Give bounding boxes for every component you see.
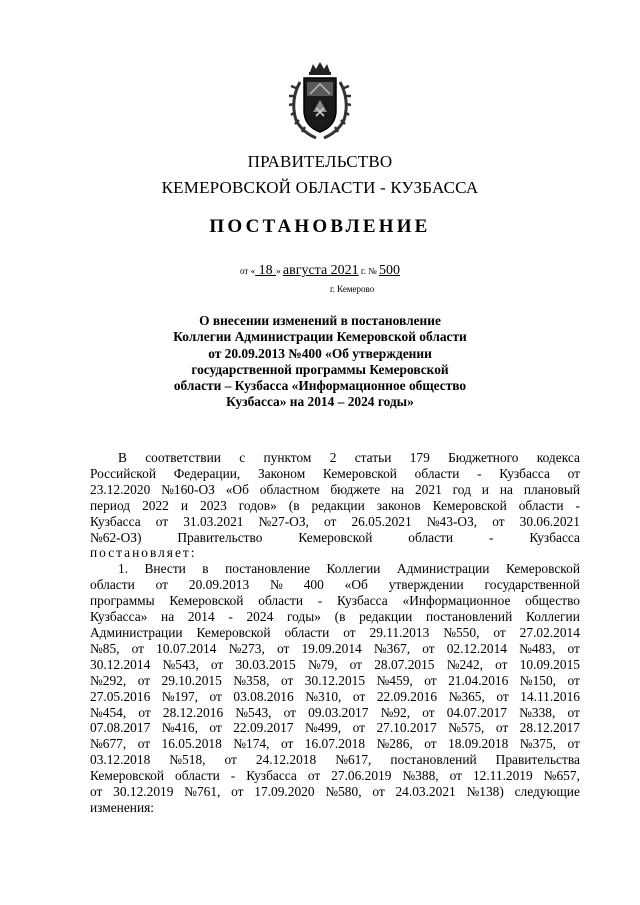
word: редакции	[311, 497, 365, 513]
word: №657,	[543, 768, 580, 784]
word: от	[209, 688, 222, 704]
word: №273,	[228, 640, 265, 656]
word: №286,	[376, 736, 413, 752]
date-year-suffix: г.	[358, 266, 366, 276]
body-line	[90, 561, 580, 577]
word: №388,	[402, 768, 439, 784]
body-line	[90, 482, 580, 498]
word: 21.04.2016	[448, 672, 509, 688]
word: от	[323, 513, 337, 529]
word: 2	[329, 450, 337, 465]
word: 2023	[200, 497, 227, 513]
city-name: г. Кемерово	[330, 284, 375, 294]
word: Законом	[257, 465, 306, 481]
body-line	[90, 673, 580, 689]
date-prefix: от «	[240, 266, 256, 276]
word: статьи	[354, 450, 392, 465]
body-line	[90, 625, 580, 641]
word: №459,	[376, 672, 413, 688]
word: от	[352, 688, 366, 704]
word: от	[352, 720, 365, 736]
word: Правительства	[495, 752, 580, 768]
word: №310,	[305, 688, 342, 704]
word: от	[567, 672, 580, 688]
word: от	[155, 513, 169, 529]
word: Правительство	[177, 529, 263, 545]
word: от	[424, 736, 437, 752]
body-line	[90, 752, 580, 768]
word: №92,	[380, 704, 411, 720]
word: на	[390, 481, 405, 497]
word: №543,	[235, 704, 272, 720]
word: от	[280, 672, 294, 688]
government-title-line2: КЕМЕРОВСКОЙ ОБЛАСТИ - КУЗБАССА	[161, 178, 479, 197]
word: и	[481, 481, 489, 497]
word: бюджете	[330, 481, 381, 497]
government-title-line1: ПРАВИТЕЛЬСТВО	[247, 152, 393, 171]
word: 28.07.2015	[374, 656, 435, 672]
word: от	[224, 752, 237, 768]
word: №365,	[448, 688, 485, 704]
word: области	[284, 624, 330, 640]
word: №375,	[519, 736, 557, 752]
document-subject	[140, 313, 500, 411]
word: от	[449, 768, 462, 784]
word: 20.09.2013	[188, 577, 250, 593]
word: -	[317, 593, 323, 609]
word: Кемеровской	[169, 593, 244, 609]
word: 27.10.2017	[376, 720, 437, 736]
word: 30.12.2015	[304, 672, 366, 688]
word: от	[567, 640, 580, 656]
body-line	[90, 689, 580, 705]
word: (в	[334, 609, 346, 625]
subject-line: О внесении изменений в постановление	[199, 313, 441, 328]
word: 23.12.2020	[90, 481, 151, 497]
word: Кемеровской	[322, 465, 397, 481]
word: от	[307, 768, 321, 784]
word: «Об	[344, 577, 368, 593]
preamble-ending: постановляет:	[90, 545, 197, 561]
word: на	[499, 481, 513, 497]
word: Администрации	[396, 561, 490, 577]
word: годы»	[286, 609, 321, 625]
word: 27.05.2016	[90, 688, 151, 704]
subject-line: Кузбасса» на 2014 – 2024 годы»	[226, 394, 414, 410]
word: период	[90, 497, 131, 513]
word: -	[477, 465, 482, 481]
word: Российской	[90, 465, 156, 481]
word: Кемеровской	[90, 768, 165, 784]
word: №160-ОЗ	[161, 481, 215, 497]
body-line	[90, 800, 580, 816]
body-line	[90, 768, 580, 784]
body-line	[90, 657, 580, 673]
word: №292,	[90, 672, 127, 688]
body-line	[90, 720, 580, 736]
word: 30.06.2021	[519, 513, 580, 529]
word: №617,	[335, 752, 372, 768]
word: 29.11.2013	[369, 624, 430, 640]
word: №367,	[373, 640, 411, 656]
body-line	[90, 784, 580, 800]
word: пунктом	[263, 450, 312, 465]
word: №575,	[448, 720, 485, 736]
word: соответствии	[145, 450, 221, 465]
word: постановлений	[426, 609, 513, 625]
word: 30.12.2014	[90, 656, 151, 672]
word: 179	[409, 450, 430, 465]
body-line	[90, 530, 580, 546]
word: от	[424, 672, 437, 688]
date-day: 18	[255, 263, 277, 278]
body-line	[90, 545, 580, 561]
word: плановый	[523, 481, 580, 497]
word: от	[372, 784, 385, 800]
document-type-title: ПОСТАНОВЛЕНИЕ	[209, 216, 431, 237]
item-1-ending: изменения:	[90, 799, 155, 815]
word: на	[161, 609, 175, 625]
word: программы	[90, 593, 155, 609]
word: Кемеровской	[432, 497, 507, 513]
word: от	[138, 704, 151, 720]
word: -	[230, 768, 236, 784]
word: Кузбасса	[90, 513, 141, 529]
word: 04.07.2017	[446, 704, 507, 720]
word: в	[202, 561, 209, 577]
word: областном	[259, 481, 320, 497]
word: 2021	[414, 481, 442, 497]
word: области	[408, 529, 454, 545]
word: Кузбасса	[499, 465, 550, 481]
word: годов»	[238, 497, 277, 513]
subject-line: Коллегии Администрации Кемеровской области	[173, 329, 467, 345]
word: государственной	[484, 577, 580, 593]
date-number-line	[0, 263, 640, 279]
word: Кузбасса	[246, 768, 297, 784]
word: 17.09.2020	[254, 784, 315, 800]
word: №677,	[90, 736, 127, 752]
subject-line: от 20.09.2013 №400 «Об утверждении	[208, 345, 432, 361]
word: 09.03.2017	[308, 704, 369, 720]
word: общество	[525, 593, 580, 609]
word: год	[452, 481, 471, 497]
word: 24.03.2021	[395, 784, 456, 800]
word: постановлений	[390, 752, 477, 768]
word: Кузбасса	[337, 593, 388, 609]
word: №138)	[466, 784, 504, 800]
word: 400	[303, 577, 324, 593]
word: №518,	[169, 752, 206, 768]
word: Коллегии	[525, 609, 580, 625]
word: Администрации	[90, 624, 183, 640]
word: области	[175, 768, 220, 784]
word: 27.02.2014	[519, 624, 580, 640]
coat-of-arms-icon	[286, 60, 354, 142]
word: 02.12.2014	[446, 640, 507, 656]
body-line	[90, 736, 580, 752]
word: от	[90, 784, 103, 800]
word: утверждении	[388, 577, 464, 593]
word: 03.12.2018	[90, 752, 151, 768]
word: №	[270, 577, 283, 593]
word: №62-ОЗ)	[90, 529, 142, 545]
word: Коллегии	[326, 561, 381, 577]
word: 28.12.2017	[519, 720, 580, 736]
body-line	[90, 577, 580, 593]
word: 07.08.2017	[90, 720, 151, 736]
document-number: 500	[378, 263, 400, 278]
word: кодекса	[536, 450, 580, 465]
word: области	[258, 593, 304, 609]
date-separator: »	[276, 266, 283, 276]
word: 22.09.2017	[233, 720, 294, 736]
word: 30.03.2015	[235, 656, 296, 672]
word: Кемеровской	[196, 624, 271, 640]
word: 16.05.2018	[161, 736, 222, 752]
word: (в	[288, 497, 300, 513]
word: №338,	[519, 704, 556, 720]
word: №85,	[90, 640, 120, 656]
word: от	[210, 656, 224, 672]
word: №197,	[161, 688, 198, 704]
word: от	[155, 577, 169, 593]
word: 18.09.2018	[448, 736, 509, 752]
word: №416,	[161, 720, 198, 736]
word: №550,	[443, 624, 480, 640]
word: «Информационное	[402, 593, 511, 609]
word: области	[414, 465, 460, 481]
word: 27.06.2019	[331, 768, 392, 784]
word: «Об	[225, 481, 249, 497]
word: 24.12.2018	[255, 752, 317, 768]
word: 10.09.2015	[519, 656, 580, 672]
word: от	[209, 720, 222, 736]
word: области	[518, 497, 564, 513]
word: №79,	[307, 656, 338, 672]
word: В	[118, 450, 127, 465]
word: №483,	[519, 640, 556, 656]
word: от	[422, 640, 435, 656]
body-line	[90, 705, 580, 721]
word: №27-ОЗ,	[258, 513, 309, 529]
word: 30.12.2019	[113, 784, 174, 800]
body-line	[90, 514, 580, 530]
word: 14.11.2016	[520, 688, 580, 704]
paragraph-preamble	[90, 450, 580, 545]
word: 12.11.2019	[472, 768, 533, 784]
word: №43-ОЗ,	[426, 513, 478, 529]
word: 2024	[246, 609, 274, 625]
word: Кузбасса	[529, 529, 580, 545]
word: следующие	[514, 784, 580, 800]
paragraph-item-1	[90, 561, 580, 800]
subject-line: государственной программы Кемеровской	[191, 361, 449, 377]
word: 2022	[142, 497, 169, 513]
word: от	[493, 624, 506, 640]
body-line	[90, 466, 580, 482]
word: №150,	[519, 672, 557, 688]
word: №499,	[304, 720, 342, 736]
body-line	[90, 498, 580, 514]
word: 2014	[187, 609, 215, 625]
word: от	[567, 704, 580, 720]
word: -	[228, 609, 233, 625]
word: 31.03.2021	[183, 513, 244, 529]
word: и	[180, 497, 189, 513]
word: от	[495, 656, 508, 672]
word: с	[239, 450, 246, 465]
word: от	[283, 704, 297, 720]
word: 03.08.2016	[233, 688, 294, 704]
body-line	[90, 609, 580, 625]
word: от	[276, 640, 290, 656]
number-label: №	[365, 266, 379, 276]
word: от	[495, 720, 509, 736]
word: от	[131, 640, 145, 656]
word: постановление	[225, 561, 311, 577]
word: от	[567, 465, 580, 481]
word: от	[567, 736, 580, 752]
word: №580,	[325, 784, 362, 800]
date-month-year: августа 2021	[282, 263, 359, 278]
word: 28.12.2016	[162, 704, 224, 720]
word: №761,	[184, 784, 221, 800]
word: от	[492, 513, 505, 529]
word: Кемеровской	[505, 561, 580, 577]
word: №454,	[90, 704, 127, 720]
word: 26.05.2021	[351, 513, 412, 529]
word: 1.	[118, 561, 129, 577]
word: от	[349, 656, 363, 672]
word: от	[422, 704, 435, 720]
word: от	[496, 688, 509, 704]
word: редакции	[359, 609, 413, 625]
word: №174,	[233, 736, 270, 752]
word: 16.07.2018	[304, 736, 366, 752]
document-body	[90, 450, 580, 816]
word: от	[137, 736, 151, 752]
word: Федерации,	[173, 465, 241, 481]
word: от	[343, 624, 356, 640]
subject-line: области – Кузбасса «Информационное общество	[173, 378, 467, 394]
word: 19.09.2014	[301, 640, 362, 656]
body-line	[90, 593, 580, 609]
word: от	[137, 672, 151, 688]
word: Внести	[144, 561, 186, 577]
word: от	[231, 784, 244, 800]
word: 10.07.2014	[156, 640, 217, 656]
word: -	[488, 529, 494, 545]
word: №242,	[446, 656, 483, 672]
word: области	[90, 577, 135, 593]
body-line	[90, 641, 580, 657]
word: Кемеровской	[298, 529, 373, 545]
word: №543,	[162, 656, 199, 672]
word: от	[280, 736, 294, 752]
word: законов	[376, 497, 421, 513]
word: -	[575, 497, 580, 513]
word: Кузбасса»	[90, 609, 148, 625]
word: 29.10.2015	[161, 672, 222, 688]
word: №358,	[233, 672, 270, 688]
body-line	[90, 450, 580, 466]
word: Бюджетного	[448, 450, 519, 465]
word: 22.09.2016	[376, 688, 438, 704]
